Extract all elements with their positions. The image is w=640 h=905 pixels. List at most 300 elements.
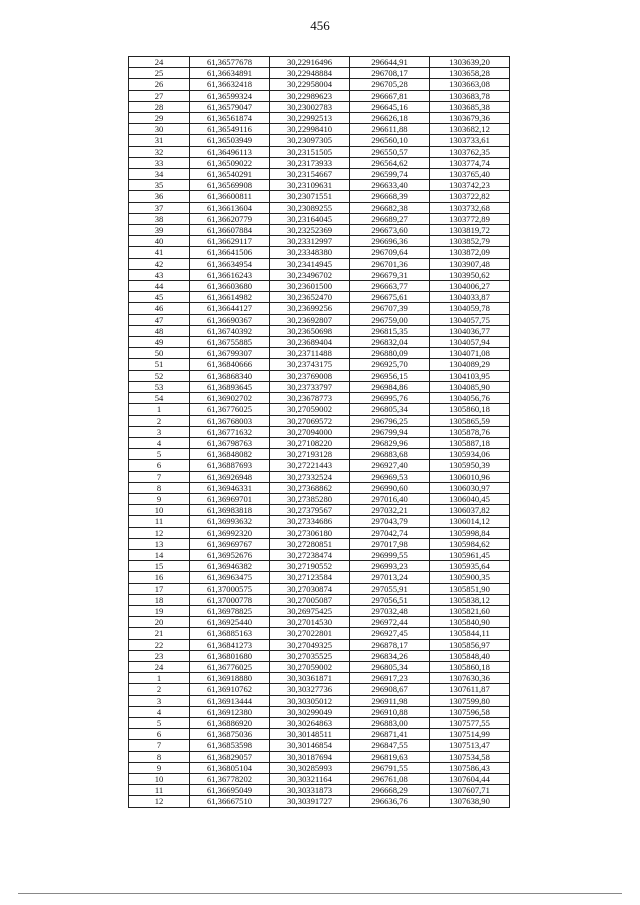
latitude-cell: 61,36840666 (190, 359, 270, 370)
point-number-cell: 23 (129, 650, 190, 661)
longitude-cell: 30,23601500 (270, 281, 350, 292)
y-coordinate-cell: 1304089,29 (430, 359, 510, 370)
x-coordinate-cell: 296599,74 (350, 169, 430, 180)
point-number-cell: 12 (129, 527, 190, 538)
latitude-cell: 61,36768003 (190, 415, 270, 426)
latitude-cell: 61,36992320 (190, 527, 270, 538)
latitude-cell: 61,36952676 (190, 549, 270, 560)
table-row (129, 292, 510, 303)
longitude-cell: 30,30187694 (270, 751, 350, 762)
longitude-cell: 30,26975425 (270, 605, 350, 616)
point-number-cell: 14 (129, 549, 190, 560)
table-row (129, 169, 510, 180)
y-coordinate-cell: 1303658,28 (430, 68, 510, 79)
latitude-cell: 61,36885163 (190, 628, 270, 639)
longitude-cell: 30,30361871 (270, 673, 350, 684)
longitude-cell: 30,23252369 (270, 225, 350, 236)
y-coordinate-cell: 1305887,18 (430, 437, 510, 448)
longitude-cell: 30,23097305 (270, 135, 350, 146)
table-row (129, 572, 510, 583)
latitude-cell: 61,36569908 (190, 180, 270, 191)
latitude-cell: 61,36798763 (190, 437, 270, 448)
x-coordinate-cell: 296679,31 (350, 269, 430, 280)
longitude-cell: 30,27334686 (270, 516, 350, 527)
table-row (129, 549, 510, 560)
longitude-cell: 30,23496702 (270, 269, 350, 280)
latitude-cell: 61,36549116 (190, 124, 270, 135)
x-coordinate-cell: 296675,61 (350, 292, 430, 303)
point-number-cell: 9 (129, 762, 190, 773)
y-coordinate-cell: 1304071,08 (430, 348, 510, 359)
table-row (129, 258, 510, 269)
table-row (129, 415, 510, 426)
y-coordinate-cell: 1303679,36 (430, 113, 510, 124)
table-row (129, 628, 510, 639)
table-row (129, 225, 510, 236)
table-row (129, 247, 510, 258)
latitude-cell: 61,36509022 (190, 157, 270, 168)
longitude-cell: 30,23071551 (270, 191, 350, 202)
x-coordinate-cell: 296644,91 (350, 57, 430, 68)
table-row (129, 740, 510, 751)
table-row (129, 79, 510, 90)
longitude-cell: 30,30327736 (270, 684, 350, 695)
point-number-cell: 38 (129, 213, 190, 224)
y-coordinate-cell: 1303950,62 (430, 269, 510, 280)
x-coordinate-cell: 296972,44 (350, 617, 430, 628)
latitude-cell: 61,36978825 (190, 605, 270, 616)
point-number-cell: 12 (129, 796, 190, 807)
longitude-cell: 30,27094000 (270, 426, 350, 437)
longitude-cell: 30,30299049 (270, 706, 350, 717)
table-row (129, 538, 510, 549)
longitude-cell: 30,23652470 (270, 292, 350, 303)
table-row (129, 639, 510, 650)
x-coordinate-cell: 297042,74 (350, 527, 430, 538)
longitude-cell: 30,23414945 (270, 258, 350, 269)
x-coordinate-cell: 296805,34 (350, 404, 430, 415)
y-coordinate-cell: 1305851,90 (430, 583, 510, 594)
latitude-cell: 61,36561874 (190, 113, 270, 124)
table-row (129, 650, 510, 661)
table-row (129, 191, 510, 202)
x-coordinate-cell: 296834,26 (350, 650, 430, 661)
latitude-cell: 61,36887693 (190, 460, 270, 471)
coordinates-table (128, 56, 510, 808)
latitude-cell: 61,36607884 (190, 225, 270, 236)
y-coordinate-cell: 1304056,76 (430, 393, 510, 404)
latitude-cell: 61,36886920 (190, 717, 270, 728)
table-row (129, 404, 510, 415)
y-coordinate-cell: 1307586,43 (430, 762, 510, 773)
latitude-cell: 61,36496113 (190, 146, 270, 157)
x-coordinate-cell: 296956,15 (350, 370, 430, 381)
longitude-cell: 30,27059002 (270, 404, 350, 415)
y-coordinate-cell: 1305950,39 (430, 460, 510, 471)
x-coordinate-cell: 296759,00 (350, 314, 430, 325)
point-number-cell: 52 (129, 370, 190, 381)
latitude-cell: 61,36801680 (190, 650, 270, 661)
point-number-cell: 22 (129, 639, 190, 650)
longitude-cell: 30,30305012 (270, 695, 350, 706)
latitude-cell: 61,36963475 (190, 572, 270, 583)
longitude-cell: 30,22998410 (270, 124, 350, 135)
latitude-cell: 61,36893645 (190, 381, 270, 392)
longitude-cell: 30,23164045 (270, 213, 350, 224)
x-coordinate-cell: 296611,88 (350, 124, 430, 135)
point-number-cell: 51 (129, 359, 190, 370)
x-coordinate-cell: 297032,48 (350, 605, 430, 616)
point-number-cell: 20 (129, 617, 190, 628)
x-coordinate-cell: 296560,10 (350, 135, 430, 146)
table-row (129, 348, 510, 359)
latitude-cell: 61,36946331 (190, 482, 270, 493)
y-coordinate-cell: 1307596,58 (430, 706, 510, 717)
point-number-cell: 2 (129, 684, 190, 695)
point-number-cell: 33 (129, 157, 190, 168)
point-number-cell: 24 (129, 661, 190, 672)
table-row (129, 303, 510, 314)
point-number-cell: 44 (129, 281, 190, 292)
x-coordinate-cell: 296878,17 (350, 639, 430, 650)
longitude-cell: 30,30285993 (270, 762, 350, 773)
table-row (129, 449, 510, 460)
latitude-cell: 61,36993632 (190, 516, 270, 527)
bottom-divider (18, 893, 622, 894)
latitude-cell: 61,36690367 (190, 314, 270, 325)
x-coordinate-cell: 296847,55 (350, 740, 430, 751)
x-coordinate-cell: 296908,67 (350, 684, 430, 695)
y-coordinate-cell: 1306040,45 (430, 493, 510, 504)
point-number-cell: 28 (129, 101, 190, 112)
table-row (129, 605, 510, 616)
x-coordinate-cell: 296667,81 (350, 90, 430, 101)
longitude-cell: 30,27190552 (270, 561, 350, 572)
point-number-cell: 9 (129, 493, 190, 504)
longitude-cell: 30,30331873 (270, 785, 350, 796)
point-number-cell: 45 (129, 292, 190, 303)
latitude-cell: 61,36776025 (190, 404, 270, 415)
table-row (129, 516, 510, 527)
table-row (129, 68, 510, 79)
longitude-cell: 30,23692807 (270, 314, 350, 325)
table-row (129, 426, 510, 437)
longitude-cell: 30,23689404 (270, 337, 350, 348)
x-coordinate-cell: 296910,88 (350, 706, 430, 717)
table-row (129, 796, 510, 807)
point-number-cell: 50 (129, 348, 190, 359)
x-coordinate-cell: 296663,77 (350, 281, 430, 292)
x-coordinate-cell: 297056,51 (350, 594, 430, 605)
coordinates-table-body (129, 57, 510, 808)
y-coordinate-cell: 1303765,40 (430, 169, 510, 180)
x-coordinate-cell: 296880,09 (350, 348, 430, 359)
table-row (129, 729, 510, 740)
table-row (129, 695, 510, 706)
y-coordinate-cell: 1305961,45 (430, 549, 510, 560)
longitude-cell: 30,27385280 (270, 493, 350, 504)
x-coordinate-cell: 296707,39 (350, 303, 430, 314)
y-coordinate-cell: 1303872,09 (430, 247, 510, 258)
longitude-cell: 30,22948884 (270, 68, 350, 79)
point-number-cell: 25 (129, 68, 190, 79)
x-coordinate-cell: 296832,04 (350, 337, 430, 348)
y-coordinate-cell: 1303639,20 (430, 57, 510, 68)
table-row (129, 180, 510, 191)
page-number: 456 (310, 18, 330, 33)
y-coordinate-cell: 1303742,23 (430, 180, 510, 191)
y-coordinate-cell: 1307638,90 (430, 796, 510, 807)
point-number-cell: 30 (129, 124, 190, 135)
latitude-cell: 61,36776025 (190, 661, 270, 672)
table-row (129, 762, 510, 773)
point-number-cell: 6 (129, 460, 190, 471)
table-row (129, 370, 510, 381)
table-row (129, 359, 510, 370)
point-number-cell: 26 (129, 79, 190, 90)
table-row (129, 437, 510, 448)
longitude-cell: 30,23154667 (270, 169, 350, 180)
x-coordinate-cell: 296871,41 (350, 729, 430, 740)
longitude-cell: 30,30146854 (270, 740, 350, 751)
point-number-cell: 27 (129, 90, 190, 101)
longitude-cell: 30,23348380 (270, 247, 350, 258)
x-coordinate-cell: 296995,76 (350, 393, 430, 404)
longitude-cell: 30,27221443 (270, 460, 350, 471)
point-number-cell: 6 (129, 729, 190, 740)
latitude-cell: 61,36799307 (190, 348, 270, 359)
x-coordinate-cell: 296682,38 (350, 202, 430, 213)
x-coordinate-cell: 296829,96 (350, 437, 430, 448)
point-number-cell: 53 (129, 381, 190, 392)
y-coordinate-cell: 1307577,55 (430, 717, 510, 728)
y-coordinate-cell: 1305878,76 (430, 426, 510, 437)
x-coordinate-cell: 296917,23 (350, 673, 430, 684)
point-number-cell: 40 (129, 236, 190, 247)
latitude-cell: 61,36540291 (190, 169, 270, 180)
point-number-cell: 36 (129, 191, 190, 202)
longitude-cell: 30,23650698 (270, 325, 350, 336)
point-number-cell: 1 (129, 404, 190, 415)
point-number-cell: 10 (129, 505, 190, 516)
longitude-cell: 30,23699256 (270, 303, 350, 314)
x-coordinate-cell: 296564,62 (350, 157, 430, 168)
latitude-cell: 61,36913444 (190, 695, 270, 706)
point-number-cell: 32 (129, 146, 190, 157)
table-row (129, 281, 510, 292)
latitude-cell: 61,36603680 (190, 281, 270, 292)
table-row (129, 146, 510, 157)
longitude-cell: 30,27035525 (270, 650, 350, 661)
y-coordinate-cell: 1303722,82 (430, 191, 510, 202)
y-coordinate-cell: 1307611,87 (430, 684, 510, 695)
latitude-cell: 61,36599324 (190, 90, 270, 101)
y-coordinate-cell: 1303772,89 (430, 213, 510, 224)
point-number-cell: 3 (129, 426, 190, 437)
table-row (129, 493, 510, 504)
x-coordinate-cell: 297013,24 (350, 572, 430, 583)
latitude-cell: 61,36634954 (190, 258, 270, 269)
longitude-cell: 30,30391727 (270, 796, 350, 807)
table-row (129, 381, 510, 392)
table-row (129, 124, 510, 135)
point-number-cell: 35 (129, 180, 190, 191)
table-row (129, 236, 510, 247)
longitude-cell: 30,23002783 (270, 101, 350, 112)
y-coordinate-cell: 1307599,80 (430, 695, 510, 706)
x-coordinate-cell: 296696,36 (350, 236, 430, 247)
y-coordinate-cell: 1305856,97 (430, 639, 510, 650)
y-coordinate-cell: 1303682,12 (430, 124, 510, 135)
y-coordinate-cell: 1304059,78 (430, 303, 510, 314)
longitude-cell: 30,22916496 (270, 57, 350, 68)
longitude-cell: 30,27332524 (270, 471, 350, 482)
y-coordinate-cell: 1304033,87 (430, 292, 510, 303)
y-coordinate-cell: 1304057,75 (430, 314, 510, 325)
point-number-cell: 39 (129, 225, 190, 236)
latitude-cell: 61,37000575 (190, 583, 270, 594)
x-coordinate-cell: 296633,40 (350, 180, 430, 191)
x-coordinate-cell: 296550,57 (350, 146, 430, 157)
y-coordinate-cell: 1307604,44 (430, 774, 510, 785)
longitude-cell: 30,27238474 (270, 549, 350, 560)
x-coordinate-cell: 296708,17 (350, 68, 430, 79)
longitude-cell: 30,27123584 (270, 572, 350, 583)
y-coordinate-cell: 1304036,77 (430, 325, 510, 336)
x-coordinate-cell: 296668,39 (350, 191, 430, 202)
x-coordinate-cell: 296673,60 (350, 225, 430, 236)
point-number-cell: 1 (129, 673, 190, 684)
x-coordinate-cell: 296883,68 (350, 449, 430, 460)
x-coordinate-cell: 296709,64 (350, 247, 430, 258)
latitude-cell: 61,36841273 (190, 639, 270, 650)
y-coordinate-cell: 1305840,90 (430, 617, 510, 628)
latitude-cell: 61,36579047 (190, 101, 270, 112)
point-number-cell: 2 (129, 415, 190, 426)
longitude-cell: 30,23743175 (270, 359, 350, 370)
y-coordinate-cell: 1305934,06 (430, 449, 510, 460)
longitude-cell: 30,30148511 (270, 729, 350, 740)
latitude-cell: 61,36778202 (190, 774, 270, 785)
x-coordinate-cell: 296969,53 (350, 471, 430, 482)
latitude-cell: 61,36910762 (190, 684, 270, 695)
point-number-cell: 29 (129, 113, 190, 124)
longitude-cell: 30,23109631 (270, 180, 350, 191)
y-coordinate-cell: 1303762,35 (430, 146, 510, 157)
latitude-cell: 61,36740392 (190, 325, 270, 336)
table-row (129, 135, 510, 146)
y-coordinate-cell: 1303774,74 (430, 157, 510, 168)
table-row (129, 113, 510, 124)
latitude-cell: 61,36629117 (190, 236, 270, 247)
longitude-cell: 30,27014530 (270, 617, 350, 628)
longitude-cell: 30,27030874 (270, 583, 350, 594)
point-number-cell: 49 (129, 337, 190, 348)
latitude-cell: 61,36902702 (190, 393, 270, 404)
longitude-cell: 30,27379567 (270, 505, 350, 516)
y-coordinate-cell: 1303683,78 (430, 90, 510, 101)
table-row (129, 157, 510, 168)
x-coordinate-cell: 296796,25 (350, 415, 430, 426)
y-coordinate-cell: 1305998,84 (430, 527, 510, 538)
y-coordinate-cell: 1305860,18 (430, 404, 510, 415)
y-coordinate-cell: 1305838,12 (430, 594, 510, 605)
table-row (129, 269, 510, 280)
longitude-cell: 30,27059002 (270, 661, 350, 672)
latitude-cell: 61,36946382 (190, 561, 270, 572)
x-coordinate-cell: 296925,70 (350, 359, 430, 370)
x-coordinate-cell: 296705,28 (350, 79, 430, 90)
longitude-cell: 30,27280851 (270, 538, 350, 549)
point-number-cell: 8 (129, 751, 190, 762)
x-coordinate-cell: 296805,34 (350, 661, 430, 672)
latitude-cell: 61,36620779 (190, 213, 270, 224)
table-row (129, 706, 510, 717)
x-coordinate-cell: 296815,35 (350, 325, 430, 336)
latitude-cell: 61,36632418 (190, 79, 270, 90)
y-coordinate-cell: 1306037,82 (430, 505, 510, 516)
y-coordinate-cell: 1306014,12 (430, 516, 510, 527)
table-row (129, 527, 510, 538)
table-row (129, 202, 510, 213)
latitude-cell: 61,36848082 (190, 449, 270, 460)
y-coordinate-cell: 1305935,64 (430, 561, 510, 572)
longitude-cell: 30,30321164 (270, 774, 350, 785)
table-row (129, 583, 510, 594)
latitude-cell: 61,36577678 (190, 57, 270, 68)
longitude-cell: 30,27049325 (270, 639, 350, 650)
table-row (129, 785, 510, 796)
point-number-cell: 10 (129, 774, 190, 785)
latitude-cell: 61,36771632 (190, 426, 270, 437)
longitude-cell: 30,30264863 (270, 717, 350, 728)
table-row (129, 774, 510, 785)
latitude-cell: 61,36926948 (190, 471, 270, 482)
x-coordinate-cell: 297032,21 (350, 505, 430, 516)
x-coordinate-cell: 296668,29 (350, 785, 430, 796)
longitude-cell: 30,27108220 (270, 437, 350, 448)
longitude-cell: 30,23711488 (270, 348, 350, 359)
x-coordinate-cell: 296701,36 (350, 258, 430, 269)
latitude-cell: 61,36918880 (190, 673, 270, 684)
x-coordinate-cell: 296626,18 (350, 113, 430, 124)
longitude-cell: 30,27005087 (270, 594, 350, 605)
y-coordinate-cell: 1303733,61 (430, 135, 510, 146)
table-row (129, 561, 510, 572)
latitude-cell: 61,36600811 (190, 191, 270, 202)
table-row (129, 594, 510, 605)
point-number-cell: 54 (129, 393, 190, 404)
table-row (129, 90, 510, 101)
table-row (129, 393, 510, 404)
latitude-cell: 61,37000778 (190, 594, 270, 605)
longitude-cell: 30,23678773 (270, 393, 350, 404)
table-row (129, 101, 510, 112)
x-coordinate-cell: 296927,40 (350, 460, 430, 471)
table-row (129, 617, 510, 628)
table-row (129, 337, 510, 348)
y-coordinate-cell: 1304057,94 (430, 337, 510, 348)
y-coordinate-cell: 1306010,96 (430, 471, 510, 482)
x-coordinate-cell: 296984,86 (350, 381, 430, 392)
latitude-cell: 61,36644127 (190, 303, 270, 314)
y-coordinate-cell: 1306030,97 (430, 482, 510, 493)
x-coordinate-cell: 297043,79 (350, 516, 430, 527)
latitude-cell: 61,36641506 (190, 247, 270, 258)
table-row (129, 684, 510, 695)
x-coordinate-cell: 296999,55 (350, 549, 430, 560)
latitude-cell: 61,36503949 (190, 135, 270, 146)
